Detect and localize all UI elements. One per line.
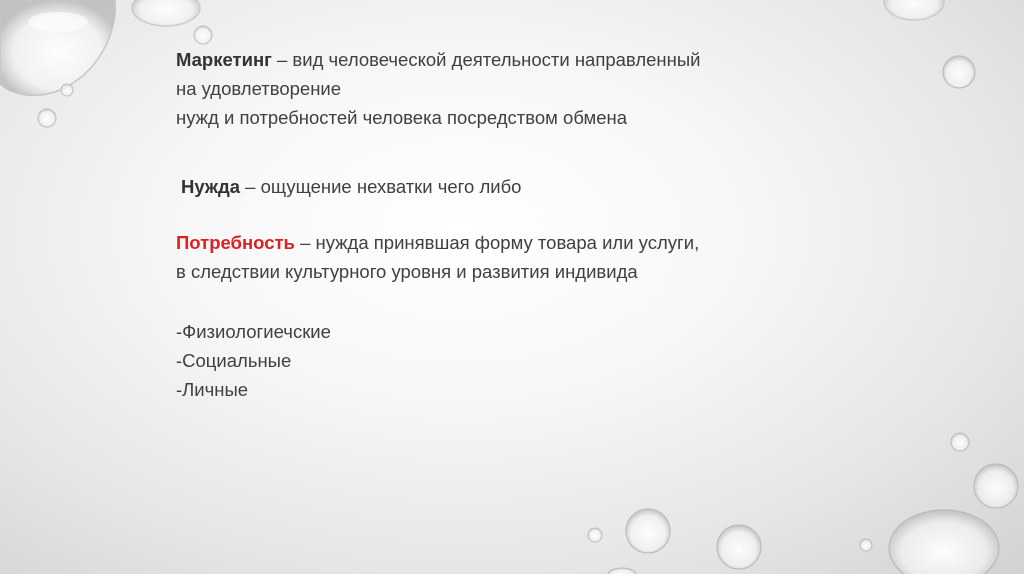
marketing-definition bbox=[176, 45, 700, 132]
marketing-line-2: на удовлетворение bbox=[176, 78, 342, 99]
drop-small-3 bbox=[38, 109, 56, 127]
want-definition-text: – нужда принявшая форму товара или услуги, bbox=[294, 232, 700, 253]
drop-right-small bbox=[951, 433, 969, 451]
list-item: -Личные bbox=[176, 379, 249, 400]
drop-bottom-mid-1 bbox=[626, 509, 670, 553]
drop-bottom-mid-2 bbox=[717, 525, 761, 569]
marketing-line-1 bbox=[176, 45, 700, 74]
drop-top-left-large bbox=[0, 0, 115, 95]
drop-bottom-right-large bbox=[889, 510, 999, 574]
list-item: -Социальные bbox=[176, 350, 292, 371]
drop-small-2 bbox=[61, 84, 73, 96]
want-line-1 bbox=[176, 228, 699, 257]
want-definition bbox=[176, 228, 699, 286]
drop-top-right bbox=[884, 0, 944, 20]
marketing-definition-text: – вид человеческой деятельности направленный bbox=[271, 49, 701, 70]
need-line bbox=[181, 172, 521, 201]
drop-right-medium bbox=[943, 56, 975, 88]
need-definition-text: – ощущение нехватки чего либо bbox=[240, 176, 522, 197]
types-list bbox=[176, 317, 331, 404]
drop-bottom-small-2 bbox=[860, 539, 872, 551]
marketing-line-3: нужд и потребностей человека посредством обмена bbox=[176, 107, 628, 128]
want-line-2: в следствии культурного уровня и развития индивида bbox=[176, 261, 638, 282]
marketing-term: Маркетинг bbox=[176, 49, 272, 70]
drop-bottom-small-1 bbox=[588, 528, 602, 542]
drop-top-center bbox=[132, 0, 200, 26]
want-term: Потребность bbox=[176, 232, 295, 253]
list-item: -Физиологиечские bbox=[176, 321, 331, 342]
drop-right-medium-2 bbox=[974, 464, 1018, 508]
drop-small-1 bbox=[194, 26, 212, 44]
need-definition bbox=[181, 172, 521, 201]
need-term: Нужда bbox=[181, 176, 241, 197]
drop-bottom-left-edge bbox=[608, 568, 636, 574]
